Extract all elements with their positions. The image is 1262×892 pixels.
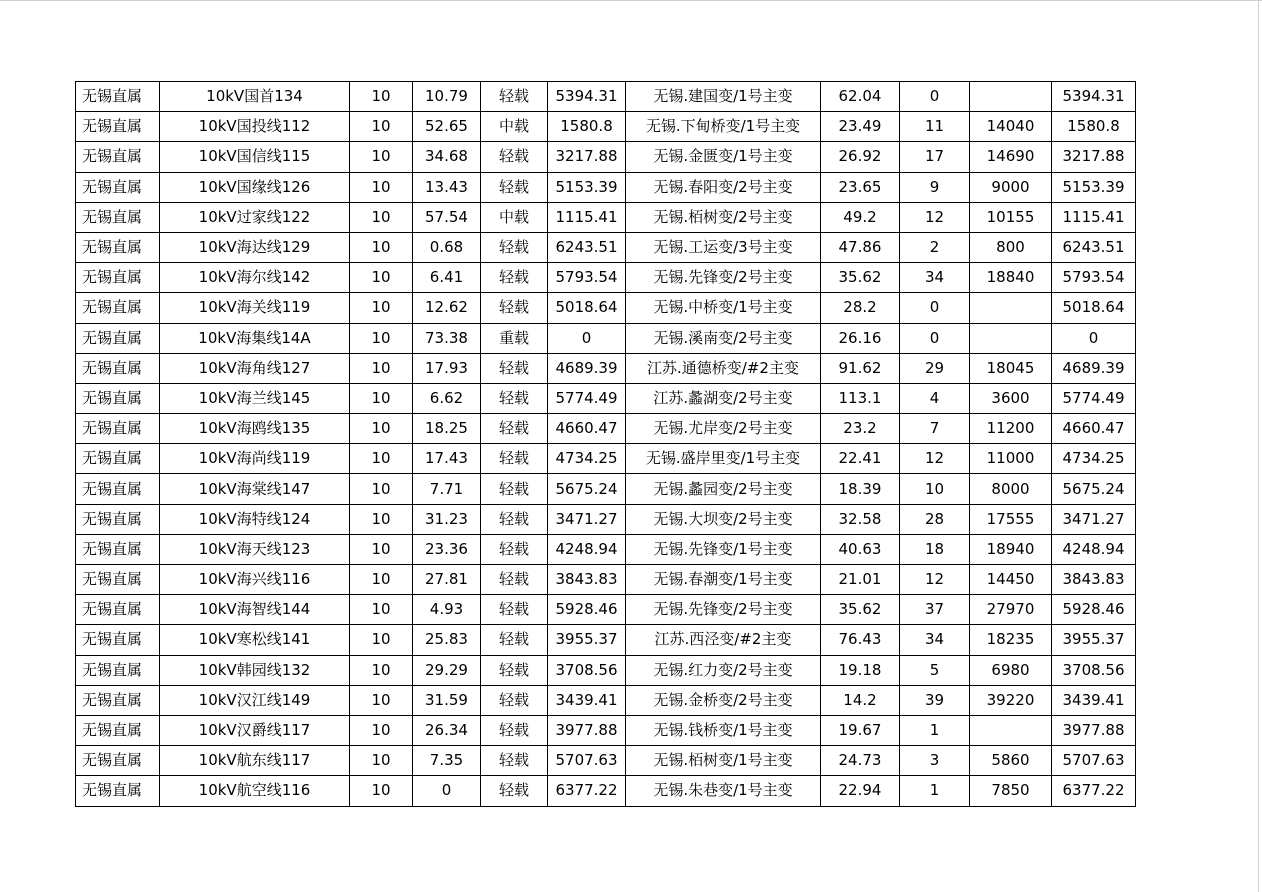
load-rate-cell: 0.68 — [413, 232, 481, 262]
line-name-cell: 10kV海达线129 — [160, 232, 350, 262]
table-row — [76, 414, 1136, 444]
voltage-cell: 10 — [350, 112, 413, 142]
transformer-load-cell: 76.43 — [821, 625, 900, 655]
line-name-cell: 10kV汉江线149 — [160, 685, 350, 715]
capacity-cell: 3708.56 — [548, 655, 626, 685]
transformer-cell: 无锡.蠡园变/2号主变 — [626, 474, 821, 504]
available-capacity-cell: 5153.39 — [1052, 172, 1136, 202]
region-cell: 无锡直属 — [76, 685, 160, 715]
voltage-cell: 10 — [350, 202, 413, 232]
count-cell: 5 — [900, 655, 970, 685]
transformer-load-cell: 49.2 — [821, 202, 900, 232]
transformer-load-cell: 28.2 — [821, 293, 900, 323]
capacity-cell: 3977.88 — [548, 715, 626, 745]
available-capacity-cell: 4689.39 — [1052, 353, 1136, 383]
transformer-load-cell: 24.73 — [821, 746, 900, 776]
capacity-cell: 3439.41 — [548, 685, 626, 715]
load-rate-cell: 31.59 — [413, 685, 481, 715]
capacity-cell: 4734.25 — [548, 444, 626, 474]
region-cell: 无锡直属 — [76, 715, 160, 745]
table-row — [76, 444, 1136, 474]
capacity-total-cell — [970, 293, 1052, 323]
region-cell: 无锡直属 — [76, 746, 160, 776]
voltage-cell: 10 — [350, 565, 413, 595]
count-cell: 0 — [900, 82, 970, 112]
region-cell: 无锡直属 — [76, 414, 160, 444]
table-row — [76, 82, 1136, 112]
voltage-cell: 10 — [350, 474, 413, 504]
available-capacity-cell: 6377.22 — [1052, 776, 1136, 806]
load-status-cell: 轻载 — [481, 263, 548, 293]
table-row — [76, 353, 1136, 383]
voltage-cell: 10 — [350, 263, 413, 293]
count-cell: 37 — [900, 595, 970, 625]
load-status-cell: 重载 — [481, 323, 548, 353]
transformer-cell: 无锡.先锋变/2号主变 — [626, 595, 821, 625]
region-cell: 无锡直属 — [76, 534, 160, 564]
feeder-data-table — [75, 81, 1136, 807]
transformer-cell: 无锡.金桥变/2号主变 — [626, 685, 821, 715]
transformer-load-cell: 21.01 — [821, 565, 900, 595]
load-rate-cell: 4.93 — [413, 595, 481, 625]
capacity-cell: 5018.64 — [548, 293, 626, 323]
transformer-load-cell: 35.62 — [821, 595, 900, 625]
available-capacity-cell: 5394.31 — [1052, 82, 1136, 112]
available-capacity-cell: 5675.24 — [1052, 474, 1136, 504]
capacity-total-cell: 18840 — [970, 263, 1052, 293]
capacity-cell: 1580.8 — [548, 112, 626, 142]
transformer-cell: 无锡.溪南变/2号主变 — [626, 323, 821, 353]
load-status-cell: 轻载 — [481, 172, 548, 202]
count-cell: 10 — [900, 474, 970, 504]
capacity-total-cell: 10155 — [970, 202, 1052, 232]
table-row — [76, 323, 1136, 353]
transformer-cell: 无锡.大坝变/2号主变 — [626, 504, 821, 534]
transformer-load-cell: 18.39 — [821, 474, 900, 504]
transformer-load-cell: 14.2 — [821, 685, 900, 715]
transformer-cell: 江苏.西泾变/#2主变 — [626, 625, 821, 655]
load-status-cell: 轻载 — [481, 444, 548, 474]
table-body — [76, 82, 1136, 807]
capacity-total-cell: 6980 — [970, 655, 1052, 685]
load-rate-cell: 23.36 — [413, 534, 481, 564]
load-status-cell: 轻载 — [481, 383, 548, 413]
available-capacity-cell: 3708.56 — [1052, 655, 1136, 685]
available-capacity-cell: 5018.64 — [1052, 293, 1136, 323]
line-name-cell: 10kV海鸥线135 — [160, 414, 350, 444]
load-rate-cell: 10.79 — [413, 82, 481, 112]
voltage-cell: 10 — [350, 323, 413, 353]
table-row — [76, 504, 1136, 534]
table-row — [76, 202, 1136, 232]
load-rate-cell: 26.34 — [413, 715, 481, 745]
transformer-cell: 无锡.工运变/3号主变 — [626, 232, 821, 262]
region-cell: 无锡直属 — [76, 232, 160, 262]
load-rate-cell: 73.38 — [413, 323, 481, 353]
available-capacity-cell: 5793.54 — [1052, 263, 1136, 293]
transformer-load-cell: 32.58 — [821, 504, 900, 534]
capacity-cell: 3955.37 — [548, 625, 626, 655]
load-status-cell: 轻载 — [481, 232, 548, 262]
line-name-cell: 10kV海棠线147 — [160, 474, 350, 504]
load-rate-cell: 6.41 — [413, 263, 481, 293]
available-capacity-cell: 5707.63 — [1052, 746, 1136, 776]
table-row — [76, 715, 1136, 745]
available-capacity-cell: 5928.46 — [1052, 595, 1136, 625]
table-row — [76, 534, 1136, 564]
load-status-cell: 轻载 — [481, 504, 548, 534]
line-name-cell: 10kV国投线112 — [160, 112, 350, 142]
transformer-load-cell: 26.92 — [821, 142, 900, 172]
transformer-load-cell: 113.1 — [821, 383, 900, 413]
line-name-cell: 10kV海角线127 — [160, 353, 350, 383]
load-status-cell: 轻载 — [481, 353, 548, 383]
transformer-cell: 无锡.红力变/2号主变 — [626, 655, 821, 685]
capacity-cell: 0 — [548, 323, 626, 353]
transformer-load-cell: 23.65 — [821, 172, 900, 202]
load-rate-cell: 12.62 — [413, 293, 481, 323]
capacity-cell: 3217.88 — [548, 142, 626, 172]
voltage-cell: 10 — [350, 82, 413, 112]
capacity-cell: 3843.83 — [548, 565, 626, 595]
load-rate-cell: 13.43 — [413, 172, 481, 202]
capacity-total-cell: 18940 — [970, 534, 1052, 564]
region-cell: 无锡直属 — [76, 353, 160, 383]
transformer-load-cell: 22.41 — [821, 444, 900, 474]
region-cell: 无锡直属 — [76, 625, 160, 655]
load-status-cell: 轻载 — [481, 776, 548, 806]
capacity-cell: 5675.24 — [548, 474, 626, 504]
voltage-cell: 10 — [350, 776, 413, 806]
count-cell: 3 — [900, 746, 970, 776]
page-top-border — [0, 0, 1262, 1]
table-row — [76, 746, 1136, 776]
available-capacity-cell: 3977.88 — [1052, 715, 1136, 745]
capacity-total-cell: 3600 — [970, 383, 1052, 413]
table-row — [76, 685, 1136, 715]
line-name-cell: 10kV寒松线141 — [160, 625, 350, 655]
transformer-cell: 无锡.春潮变/1号主变 — [626, 565, 821, 595]
available-capacity-cell: 4248.94 — [1052, 534, 1136, 564]
transformer-load-cell: 23.2 — [821, 414, 900, 444]
load-rate-cell: 7.35 — [413, 746, 481, 776]
capacity-cell: 5928.46 — [548, 595, 626, 625]
transformer-cell: 无锡.栢树变/2号主变 — [626, 202, 821, 232]
table-row — [76, 293, 1136, 323]
count-cell: 7 — [900, 414, 970, 444]
available-capacity-cell: 6243.51 — [1052, 232, 1136, 262]
count-cell: 11 — [900, 112, 970, 142]
transformer-cell: 无锡.中桥变/1号主变 — [626, 293, 821, 323]
load-status-cell: 轻载 — [481, 82, 548, 112]
load-rate-cell: 25.83 — [413, 625, 481, 655]
available-capacity-cell: 3439.41 — [1052, 685, 1136, 715]
count-cell: 39 — [900, 685, 970, 715]
capacity-cell: 4248.94 — [548, 534, 626, 564]
count-cell: 17 — [900, 142, 970, 172]
transformer-cell: 无锡.盛岸里变/1号主变 — [626, 444, 821, 474]
voltage-cell: 10 — [350, 715, 413, 745]
load-rate-cell: 52.65 — [413, 112, 481, 142]
transformer-load-cell: 40.63 — [821, 534, 900, 564]
transformer-load-cell: 19.67 — [821, 715, 900, 745]
load-status-cell: 轻载 — [481, 293, 548, 323]
capacity-total-cell: 14450 — [970, 565, 1052, 595]
transformer-cell: 无锡.建国变/1号主变 — [626, 82, 821, 112]
line-name-cell: 10kV海兰线145 — [160, 383, 350, 413]
available-capacity-cell: 4660.47 — [1052, 414, 1136, 444]
transformer-cell: 无锡.尤岸变/2号主变 — [626, 414, 821, 444]
capacity-total-cell: 11000 — [970, 444, 1052, 474]
load-rate-cell: 27.81 — [413, 565, 481, 595]
line-name-cell: 10kV海尚线119 — [160, 444, 350, 474]
load-status-cell: 轻载 — [481, 685, 548, 715]
transformer-load-cell: 47.86 — [821, 232, 900, 262]
capacity-total-cell: 39220 — [970, 685, 1052, 715]
voltage-cell: 10 — [350, 655, 413, 685]
voltage-cell: 10 — [350, 444, 413, 474]
table-row — [76, 776, 1136, 806]
count-cell: 29 — [900, 353, 970, 383]
capacity-total-cell: 17555 — [970, 504, 1052, 534]
load-status-cell: 轻载 — [481, 715, 548, 745]
count-cell: 9 — [900, 172, 970, 202]
transformer-cell: 无锡.栢树变/1号主变 — [626, 746, 821, 776]
capacity-total-cell: 7850 — [970, 776, 1052, 806]
line-name-cell: 10kV国信线115 — [160, 142, 350, 172]
voltage-cell: 10 — [350, 414, 413, 444]
transformer-load-cell: 62.04 — [821, 82, 900, 112]
voltage-cell: 10 — [350, 625, 413, 655]
capacity-total-cell: 14040 — [970, 112, 1052, 142]
region-cell: 无锡直属 — [76, 142, 160, 172]
load-status-cell: 轻载 — [481, 746, 548, 776]
available-capacity-cell: 1115.41 — [1052, 202, 1136, 232]
line-name-cell: 10kV海兴线116 — [160, 565, 350, 595]
count-cell: 28 — [900, 504, 970, 534]
count-cell: 12 — [900, 565, 970, 595]
line-name-cell: 10kV海特线124 — [160, 504, 350, 534]
capacity-total-cell: 5860 — [970, 746, 1052, 776]
transformer-load-cell: 91.62 — [821, 353, 900, 383]
region-cell: 无锡直属 — [76, 655, 160, 685]
load-rate-cell: 0 — [413, 776, 481, 806]
load-status-cell: 轻载 — [481, 534, 548, 564]
available-capacity-cell: 3217.88 — [1052, 142, 1136, 172]
capacity-cell: 5153.39 — [548, 172, 626, 202]
load-rate-cell: 7.71 — [413, 474, 481, 504]
available-capacity-cell: 3471.27 — [1052, 504, 1136, 534]
transformer-cell: 江苏.蠡湖变/2号主变 — [626, 383, 821, 413]
region-cell: 无锡直属 — [76, 383, 160, 413]
table-row — [76, 474, 1136, 504]
capacity-total-cell: 800 — [970, 232, 1052, 262]
line-name-cell: 10kV航东线117 — [160, 746, 350, 776]
line-name-cell: 10kV韩园线132 — [160, 655, 350, 685]
transformer-load-cell: 23.49 — [821, 112, 900, 142]
line-name-cell: 10kV海尔线142 — [160, 263, 350, 293]
load-rate-cell: 31.23 — [413, 504, 481, 534]
voltage-cell: 10 — [350, 142, 413, 172]
capacity-cell: 5394.31 — [548, 82, 626, 112]
region-cell: 无锡直属 — [76, 504, 160, 534]
transformer-load-cell: 26.16 — [821, 323, 900, 353]
load-rate-cell: 17.93 — [413, 353, 481, 383]
voltage-cell: 10 — [350, 383, 413, 413]
transformer-load-cell: 22.94 — [821, 776, 900, 806]
load-status-cell: 轻载 — [481, 142, 548, 172]
count-cell: 0 — [900, 293, 970, 323]
capacity-cell: 5707.63 — [548, 746, 626, 776]
transformer-load-cell: 35.62 — [821, 263, 900, 293]
load-rate-cell: 17.43 — [413, 444, 481, 474]
region-cell: 无锡直属 — [76, 202, 160, 232]
load-status-cell: 轻载 — [481, 474, 548, 504]
region-cell: 无锡直属 — [76, 172, 160, 202]
region-cell: 无锡直属 — [76, 444, 160, 474]
count-cell: 4 — [900, 383, 970, 413]
voltage-cell: 10 — [350, 685, 413, 715]
transformer-cell: 无锡.朱巷变/1号主变 — [626, 776, 821, 806]
line-name-cell: 10kV国首134 — [160, 82, 350, 112]
capacity-total-cell: 18235 — [970, 625, 1052, 655]
capacity-total-cell: 11200 — [970, 414, 1052, 444]
region-cell: 无锡直属 — [76, 263, 160, 293]
available-capacity-cell: 4734.25 — [1052, 444, 1136, 474]
available-capacity-cell: 0 — [1052, 323, 1136, 353]
count-cell: 34 — [900, 263, 970, 293]
capacity-total-cell: 18045 — [970, 353, 1052, 383]
available-capacity-cell: 5774.49 — [1052, 383, 1136, 413]
table-row — [76, 565, 1136, 595]
count-cell: 12 — [900, 444, 970, 474]
table-row — [76, 625, 1136, 655]
load-status-cell: 轻载 — [481, 595, 548, 625]
transformer-cell: 无锡.先锋变/2号主变 — [626, 263, 821, 293]
count-cell: 0 — [900, 323, 970, 353]
region-cell: 无锡直属 — [76, 82, 160, 112]
table-row — [76, 655, 1136, 685]
table-row — [76, 232, 1136, 262]
capacity-cell: 6377.22 — [548, 776, 626, 806]
table-row — [76, 112, 1136, 142]
count-cell: 18 — [900, 534, 970, 564]
voltage-cell: 10 — [350, 353, 413, 383]
capacity-cell: 4660.47 — [548, 414, 626, 444]
capacity-total-cell: 27970 — [970, 595, 1052, 625]
voltage-cell: 10 — [350, 232, 413, 262]
count-cell: 2 — [900, 232, 970, 262]
load-rate-cell: 29.29 — [413, 655, 481, 685]
table-row — [76, 172, 1136, 202]
load-status-cell: 轻载 — [481, 565, 548, 595]
load-rate-cell: 57.54 — [413, 202, 481, 232]
line-name-cell: 10kV海天线123 — [160, 534, 350, 564]
load-rate-cell: 34.68 — [413, 142, 481, 172]
region-cell: 无锡直属 — [76, 776, 160, 806]
voltage-cell: 10 — [350, 534, 413, 564]
load-status-cell: 轻载 — [481, 414, 548, 444]
capacity-total-cell — [970, 82, 1052, 112]
capacity-cell: 5793.54 — [548, 263, 626, 293]
line-name-cell: 10kV海智线144 — [160, 595, 350, 625]
count-cell: 34 — [900, 625, 970, 655]
transformer-cell: 无锡.先锋变/1号主变 — [626, 534, 821, 564]
load-rate-cell: 18.25 — [413, 414, 481, 444]
table-row — [76, 383, 1136, 413]
capacity-total-cell: 14690 — [970, 142, 1052, 172]
voltage-cell: 10 — [350, 746, 413, 776]
transformer-cell: 江苏.通德桥变/#2主变 — [626, 353, 821, 383]
capacity-total-cell — [970, 323, 1052, 353]
load-status-cell: 轻载 — [481, 625, 548, 655]
region-cell: 无锡直属 — [76, 323, 160, 353]
count-cell: 12 — [900, 202, 970, 232]
line-name-cell: 10kV汉爵线117 — [160, 715, 350, 745]
capacity-total-cell: 9000 — [970, 172, 1052, 202]
voltage-cell: 10 — [350, 595, 413, 625]
region-cell: 无锡直属 — [76, 112, 160, 142]
line-name-cell: 10kV航空线116 — [160, 776, 350, 806]
line-name-cell: 10kV过家线122 — [160, 202, 350, 232]
voltage-cell: 10 — [350, 504, 413, 534]
table-row — [76, 595, 1136, 625]
region-cell: 无锡直属 — [76, 293, 160, 323]
load-rate-cell: 6.62 — [413, 383, 481, 413]
load-status-cell: 轻载 — [481, 655, 548, 685]
capacity-cell: 3471.27 — [548, 504, 626, 534]
table-row — [76, 142, 1136, 172]
table-row — [76, 263, 1136, 293]
count-cell: 1 — [900, 776, 970, 806]
capacity-cell: 1115.41 — [548, 202, 626, 232]
transformer-cell: 无锡.金匮变/1号主变 — [626, 142, 821, 172]
capacity-total-cell — [970, 715, 1052, 745]
transformer-cell: 无锡.钱桥变/1号主变 — [626, 715, 821, 745]
region-cell: 无锡直属 — [76, 595, 160, 625]
region-cell: 无锡直属 — [76, 474, 160, 504]
region-cell: 无锡直属 — [76, 565, 160, 595]
voltage-cell: 10 — [350, 293, 413, 323]
available-capacity-cell: 3955.37 — [1052, 625, 1136, 655]
capacity-cell: 4689.39 — [548, 353, 626, 383]
load-status-cell: 中载 — [481, 202, 548, 232]
available-capacity-cell: 3843.83 — [1052, 565, 1136, 595]
transformer-load-cell: 19.18 — [821, 655, 900, 685]
transformer-cell: 无锡.春阳变/2号主变 — [626, 172, 821, 202]
page-right-border — [1258, 0, 1259, 892]
line-name-cell: 10kV海关线119 — [160, 293, 350, 323]
voltage-cell: 10 — [350, 172, 413, 202]
capacity-cell: 6243.51 — [548, 232, 626, 262]
capacity-cell: 5774.49 — [548, 383, 626, 413]
line-name-cell: 10kV海集线14A — [160, 323, 350, 353]
available-capacity-cell: 1580.8 — [1052, 112, 1136, 142]
count-cell: 1 — [900, 715, 970, 745]
capacity-total-cell: 8000 — [970, 474, 1052, 504]
load-status-cell: 中载 — [481, 112, 548, 142]
transformer-cell: 无锡.下甸桥变/1号主变 — [626, 112, 821, 142]
line-name-cell: 10kV国缘线126 — [160, 172, 350, 202]
